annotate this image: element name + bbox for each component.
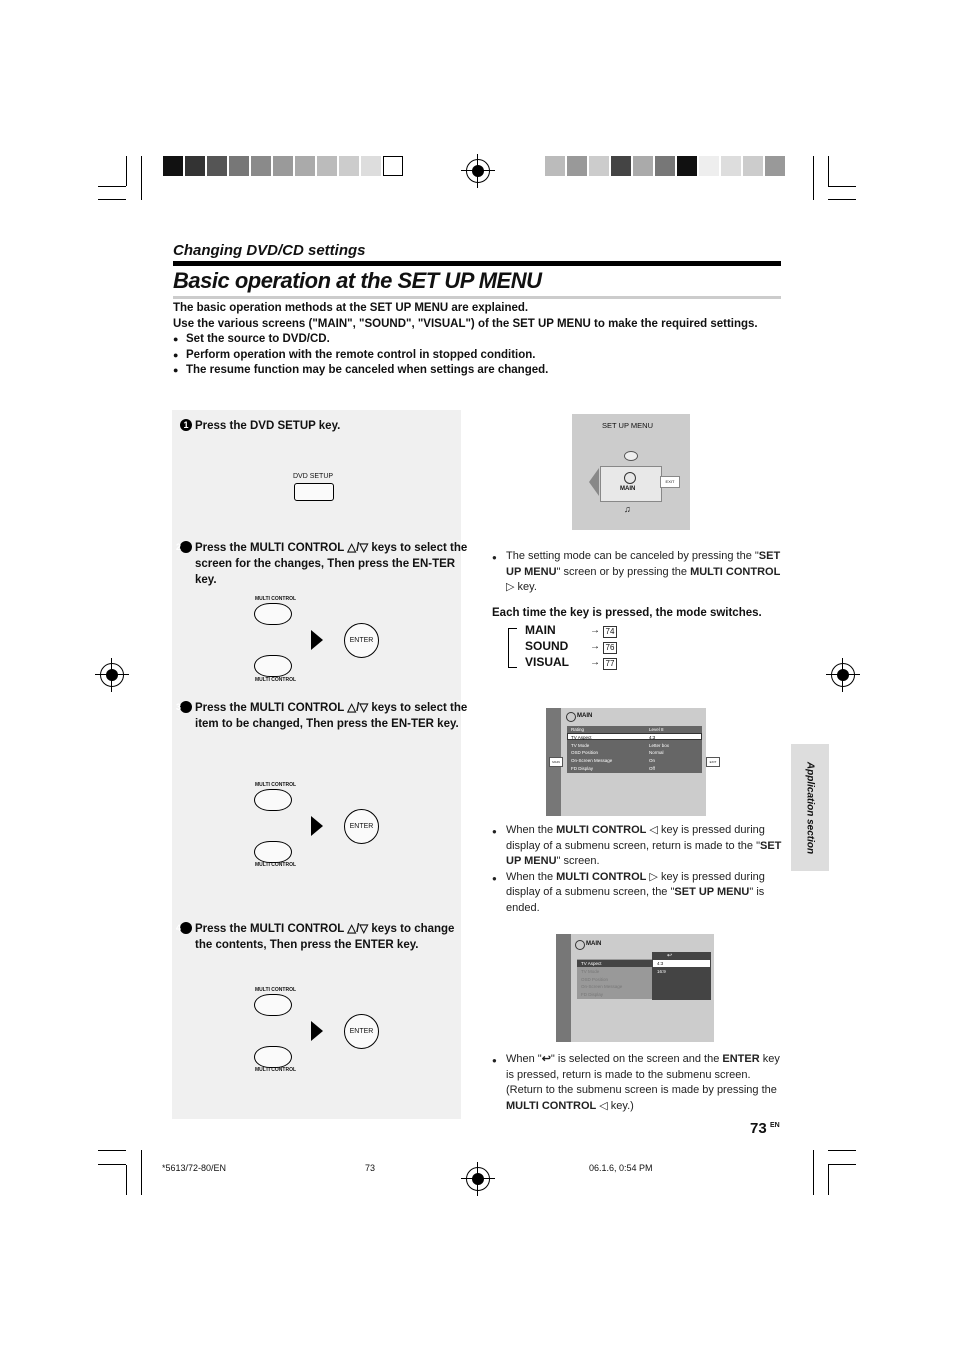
step-number: 1 bbox=[180, 419, 192, 431]
footer-right: 06.1.6, 0:54 PM bbox=[589, 1163, 653, 1173]
dvd-setup-key bbox=[294, 483, 334, 501]
note-text: ◁ key.) bbox=[596, 1099, 634, 1112]
menu-value: On bbox=[649, 758, 656, 764]
menu-item: FD Display bbox=[571, 765, 594, 771]
page-number: 73 bbox=[750, 1120, 767, 1137]
dvd-setup-label: DVD SETUP bbox=[293, 473, 334, 480]
note-text: " screen. bbox=[556, 855, 600, 867]
footer-left: *5613/72-80/EN bbox=[162, 1163, 227, 1173]
menu-item: TV Mode bbox=[571, 742, 590, 748]
main-icon bbox=[624, 472, 636, 484]
setup-menu-title: SET UP MENU bbox=[602, 421, 653, 430]
multi-control-up-key bbox=[254, 789, 292, 811]
eye-icon bbox=[624, 451, 638, 461]
color-bar-left bbox=[163, 156, 405, 176]
menu-item: OSD Position bbox=[581, 976, 609, 982]
main-icon bbox=[575, 940, 585, 950]
registration-mark-top bbox=[466, 159, 490, 183]
multi-control-up-key bbox=[254, 994, 292, 1016]
multi-control-label: MULTI CONTROL bbox=[255, 987, 297, 993]
submenu-notes bbox=[492, 823, 782, 916]
setup-menu-screen bbox=[572, 414, 690, 530]
note-bold: ENTER bbox=[722, 1053, 760, 1065]
footer-center: 73 bbox=[365, 1163, 376, 1173]
step-text: Press the DVD SETUP key. bbox=[195, 420, 341, 432]
page-ref: 77 bbox=[603, 658, 617, 670]
cancel-note bbox=[492, 549, 782, 596]
intro-bullet: ● Perform operation with the remote control in stopped condition. bbox=[173, 348, 793, 364]
option-value: 4:3 bbox=[657, 961, 664, 966]
step-2 bbox=[175, 540, 471, 588]
mode-main: MAIN bbox=[525, 623, 556, 637]
note-text: " is selected on the screen and the bbox=[550, 1053, 723, 1065]
page-title: Basic operation at the SET UP MENU bbox=[173, 268, 542, 293]
step-number: 2 bbox=[180, 541, 192, 553]
return-icon: ↩ bbox=[541, 1053, 551, 1065]
sub-menu-screen bbox=[571, 934, 714, 1042]
screen-side-shadow bbox=[556, 934, 571, 1042]
menu-item: On-Screen Message bbox=[581, 984, 623, 990]
section-heading: Changing DVD/CD settings bbox=[173, 242, 366, 259]
note-text: key is pressed, return is made to the submenu screen. (Return to the submenu screen is made by pressing the bbox=[506, 1053, 780, 1096]
steps-panel bbox=[172, 410, 461, 1119]
note-bold: MULTI CONTROL bbox=[556, 824, 647, 836]
multi-control-down-key bbox=[254, 1046, 292, 1068]
note-text: ▷ key is pressed during display of a submenu screen, the " bbox=[506, 870, 765, 898]
note-bold: SET UP MENU bbox=[674, 886, 750, 898]
left-arrow-icon bbox=[589, 468, 599, 496]
arrow-icon: → bbox=[590, 641, 600, 652]
color-bar-right bbox=[545, 156, 787, 176]
main-icon bbox=[566, 712, 576, 722]
note-bold: SET UP MENU bbox=[506, 839, 782, 867]
exit-tab: EXIT bbox=[660, 476, 680, 488]
note-text: " is ended. bbox=[506, 886, 765, 914]
return-note bbox=[492, 1052, 782, 1114]
menu-values bbox=[649, 726, 669, 773]
return-icon: ↩ bbox=[667, 953, 673, 959]
intro-text bbox=[173, 301, 793, 379]
intro-bullet: ● The resume function may be canceled when settings are changed. bbox=[173, 363, 793, 379]
note-text: ▷ key. bbox=[506, 581, 537, 593]
intro-bullet: ● Set the source to DVD/CD. bbox=[173, 332, 793, 348]
note-bold: MULTI CONTROL bbox=[506, 1099, 597, 1112]
heading-rule bbox=[173, 261, 781, 266]
menu-value: 4:3 bbox=[649, 734, 656, 740]
page-lang: EN bbox=[770, 1122, 780, 1129]
arrow-right-icon bbox=[311, 630, 323, 650]
menu-item: TV Aspect bbox=[571, 734, 592, 740]
step-text: Press the MULTI CONTROL △/▽ keys to change the contents, Then press the ENTER key. bbox=[195, 923, 455, 951]
page-ref: 74 bbox=[603, 626, 617, 638]
main-menu-screen bbox=[561, 708, 706, 816]
enter-key: ENTER bbox=[344, 809, 379, 844]
arrow-icon: → bbox=[590, 657, 600, 668]
note-bold: MULTI CONTROL bbox=[690, 565, 781, 578]
menu-value: Level 8 bbox=[649, 727, 664, 732]
note-bold: MULTI CONTROL bbox=[556, 870, 647, 883]
multi-control-label: MULTI CONTROL bbox=[255, 1067, 297, 1073]
menu-item: TV Mode bbox=[581, 968, 600, 974]
step-3 bbox=[175, 700, 471, 732]
note-text: " screen or by pressing the bbox=[556, 565, 691, 578]
menu-item: Rating bbox=[571, 727, 585, 732]
exit-tab: EXIT bbox=[706, 757, 720, 767]
menu-value: Off bbox=[649, 765, 655, 771]
main-mode-label: MAIN bbox=[620, 486, 636, 492]
multi-control-down-key bbox=[254, 841, 292, 863]
menu-item: TV Aspect bbox=[581, 961, 602, 966]
registration-mark-bottom bbox=[466, 1167, 490, 1191]
title-rule bbox=[173, 296, 781, 299]
multi-control-down-key bbox=[254, 655, 292, 677]
note-text: When " bbox=[506, 1053, 542, 1065]
step-4 bbox=[175, 921, 471, 953]
multi-control-label: MULTI CONTROL bbox=[255, 677, 297, 683]
step-number: 3 bbox=[180, 701, 192, 713]
note-text: When the bbox=[506, 870, 557, 883]
menu-value: Letter box bbox=[649, 742, 670, 748]
multi-control-label: MULTI CONTROL bbox=[255, 862, 297, 868]
sub-items bbox=[581, 960, 622, 999]
registration-mark-right bbox=[831, 663, 855, 687]
multi-control-up-key bbox=[254, 603, 292, 625]
mode-sound: SOUND bbox=[525, 639, 569, 653]
arrow-icon: → bbox=[590, 625, 600, 636]
step-text: Press the MULTI CONTROL △/▽ keys to select the screen for the changes, Then press the EN-TER key. bbox=[195, 542, 468, 586]
multi-control-label: MULTI CONTROL bbox=[255, 596, 297, 602]
arrow-right-icon bbox=[311, 1021, 323, 1041]
intro-line: The basic operation methods at the SET UP MENU are explained. bbox=[173, 302, 529, 314]
cycle-bracket bbox=[508, 628, 517, 668]
menu-value: Normal bbox=[649, 750, 664, 756]
note-text: When the bbox=[506, 824, 557, 836]
menu-item: On-Screen Message bbox=[571, 758, 613, 764]
step-text: Press the MULTI CONTROL △/▽ keys to select the item to be changed, Then press the EN-TER key. bbox=[195, 702, 468, 730]
menu-item: FD Display bbox=[581, 992, 604, 998]
note-bold: SET UP MENU bbox=[506, 550, 781, 578]
option-value: 16:9 bbox=[657, 969, 666, 974]
intro-line: Use the various screens ("MAIN", "SOUND", "VISUAL") of the SET UP MENU to make the required settings. bbox=[173, 317, 758, 330]
application-section-tab bbox=[791, 744, 829, 871]
side-tab-label: Application section bbox=[804, 761, 816, 855]
main-menu-title: MAIN bbox=[577, 713, 593, 719]
mode-switch-heading: Each time the key is pressed, the mode switches. bbox=[492, 607, 762, 619]
step-number: 4 bbox=[180, 922, 192, 934]
sub-menu-title: MAIN bbox=[586, 941, 602, 947]
main-left-tab: MAIN bbox=[549, 757, 563, 767]
enter-key: ENTER bbox=[344, 623, 379, 658]
note-text: The setting mode can be canceled by pressing the " bbox=[506, 550, 759, 562]
page-ref: 76 bbox=[603, 642, 617, 654]
registration-mark-left bbox=[100, 663, 124, 687]
enter-key: ENTER bbox=[344, 1014, 379, 1049]
step-1 bbox=[180, 418, 456, 434]
mode-visual: VISUAL bbox=[525, 655, 570, 669]
multi-control-label: MULTI CONTROL bbox=[255, 782, 297, 788]
menu-items bbox=[571, 726, 612, 773]
music-note-icon: ♫ bbox=[624, 504, 631, 514]
note-text: ◁ key is pressed during display of a submenu screen, return is made to the " bbox=[506, 824, 765, 852]
arrow-right-icon bbox=[311, 816, 323, 836]
menu-item: OSD Position bbox=[571, 750, 599, 756]
